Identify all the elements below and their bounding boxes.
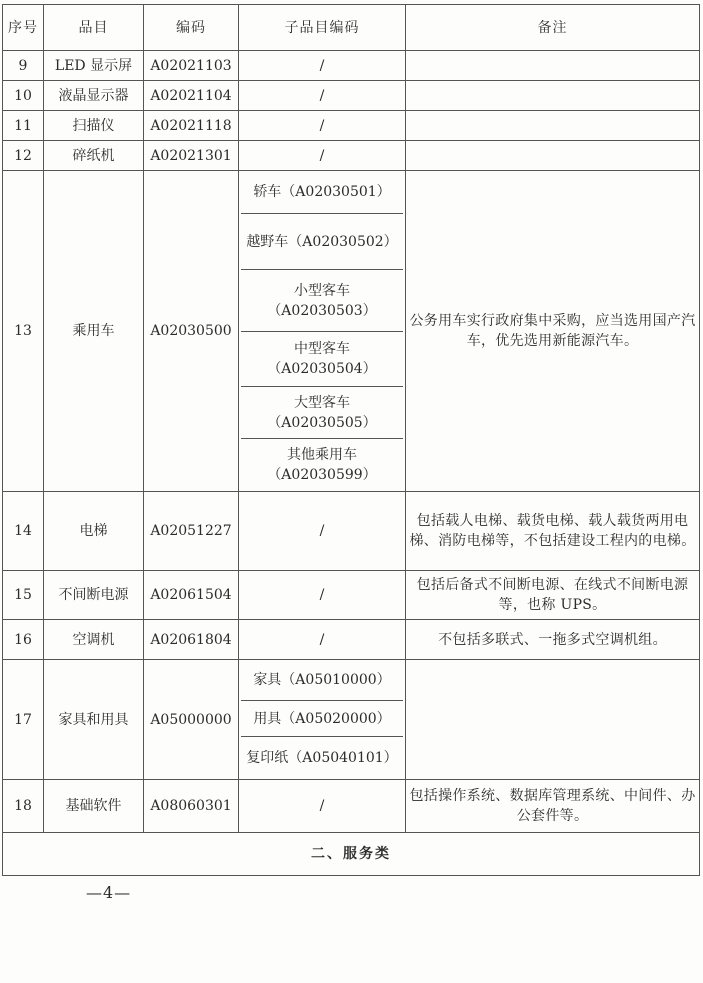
cell-seq: 13 (3, 171, 44, 492)
cell-sub-code: / (239, 141, 406, 171)
cell-item: 不间断电源 (44, 571, 144, 620)
header-code: 编码 (144, 5, 239, 51)
table-row (3, 780, 700, 833)
cell-seq: 10 (3, 81, 44, 111)
cell-item: 碎纸机 (44, 141, 144, 171)
cell-remark: 包括载人电梯、载货电梯、载人载货两用电梯、消防电梯等，不包括建设工程内的电梯。 (406, 492, 700, 571)
sub-code-item: 其他乘用车（A02030599） (267, 447, 377, 483)
cell-code: A02021103 (144, 51, 239, 81)
cell-sub-code: / (239, 111, 406, 141)
sub-code-item: 中型客车（A02030504） (241, 332, 403, 387)
cell-remark (406, 81, 700, 111)
cell-item: 家具和用具 (44, 660, 144, 780)
table-row (3, 171, 700, 492)
cell-item: 基础软件 (44, 780, 144, 833)
cell-remark: 包括后备式不间断电源、在线式不间断电源等，也称 UPS。 (406, 571, 700, 620)
cell-sub-code-list (239, 660, 406, 780)
cell-item: 液晶显示器 (44, 81, 144, 111)
table-row (3, 620, 700, 660)
table-row (3, 660, 700, 780)
cell-code: A02051227 (144, 492, 239, 571)
table-row (3, 141, 700, 171)
section-title: 二、服务类 (3, 833, 700, 876)
cell-seq: 18 (3, 780, 44, 833)
header-item: 品目 (44, 5, 144, 51)
section-row (3, 833, 700, 876)
sub-code-item: 大型客车（A02030505） (241, 387, 403, 439)
cell-code: A02061804 (144, 620, 239, 660)
cell-sub-code: / (239, 571, 406, 620)
cell-item: LED 显示屏 (44, 51, 144, 81)
cell-remark (406, 141, 700, 171)
procurement-catalog-table (2, 4, 700, 876)
table-row (3, 571, 700, 620)
sub-code-item: 家具（A05010000） (241, 660, 403, 701)
cell-item: 乘用车 (44, 171, 144, 492)
cell-remark: 不包括多联式、一拖多式空调机组。 (406, 620, 700, 660)
cell-code: A02021104 (144, 81, 239, 111)
table-header-row (3, 5, 700, 51)
cell-remark (406, 660, 700, 780)
cell-seq: 14 (3, 492, 44, 571)
cell-sub-code: / (239, 51, 406, 81)
cell-code: A02061504 (144, 571, 239, 620)
cell-remark: 公务用车实行政府集中采购，应当选用国产汽车，优先选用新能源汽车。 (406, 171, 700, 492)
sub-code-item: 用具（A05020000） (241, 701, 403, 737)
cell-remark (406, 51, 700, 81)
cell-sub-code: / (239, 81, 406, 111)
cell-remark (406, 111, 700, 141)
cell-code: A05000000 (144, 660, 239, 780)
page-number: —4— (86, 883, 132, 902)
cell-seq: 17 (3, 660, 44, 780)
cell-sub-code: / (239, 620, 406, 660)
cell-code: A02021301 (144, 141, 239, 171)
header-sub-code: 子品目编码 (239, 5, 406, 51)
cell-item: 扫描仪 (44, 111, 144, 141)
cell-code: A02030500 (144, 171, 239, 492)
cell-seq: 11 (3, 111, 44, 141)
table-row (3, 81, 700, 111)
table-row (3, 492, 700, 571)
table-row (3, 51, 700, 81)
cell-seq: 9 (3, 51, 44, 81)
cell-code: A08060301 (144, 780, 239, 833)
cell-sub-code-list (239, 171, 406, 492)
header-seq: 序号 (3, 5, 44, 51)
header-remark: 备注 (406, 5, 700, 51)
sub-code-item: 复印纸（A05040101） (246, 750, 398, 766)
table-row (3, 111, 700, 141)
cell-seq: 16 (3, 620, 44, 660)
cell-remark: 包括操作系统、数据库管理系统、中间件、办公套件等。 (406, 780, 700, 833)
cell-sub-code: / (239, 780, 406, 833)
sub-code-item: 越野车（A02030502） (241, 214, 403, 270)
cell-sub-code: / (239, 492, 406, 571)
cell-item: 空调机 (44, 620, 144, 660)
sub-code-item: 轿车（A02030501） (241, 171, 403, 214)
sub-code-item: 小型客车（A02030503） (241, 270, 403, 332)
cell-seq: 12 (3, 141, 44, 171)
cell-item: 电梯 (44, 492, 144, 571)
cell-code: A02021118 (144, 111, 239, 141)
cell-seq: 15 (3, 571, 44, 620)
